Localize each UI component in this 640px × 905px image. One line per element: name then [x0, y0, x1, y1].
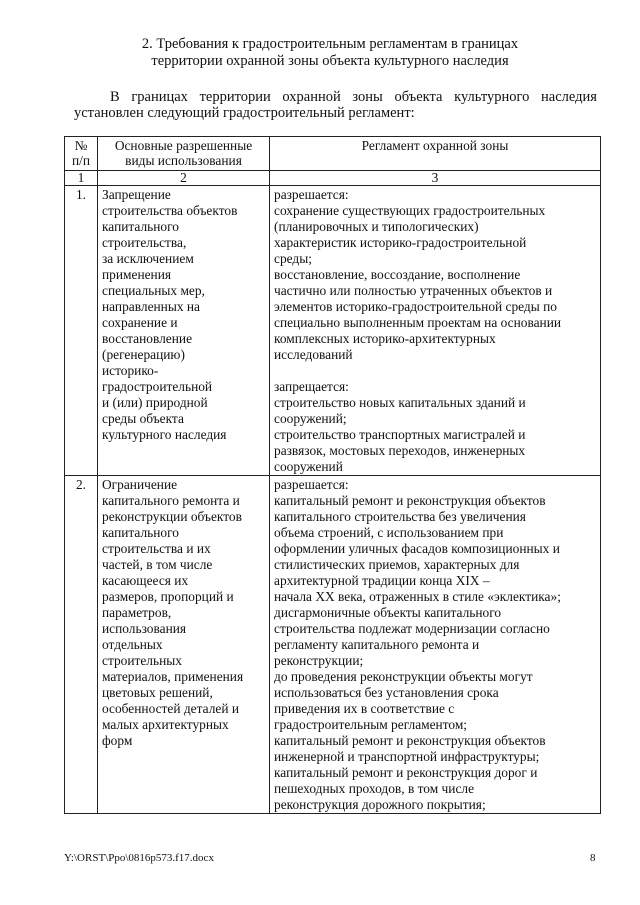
uses-line: применения	[102, 267, 172, 282]
uses-line: касающееся их	[102, 573, 189, 588]
regulation-line: капитального строительства без увеличения	[274, 509, 526, 524]
regulation-line: строительство транспортных магистралей и	[274, 427, 526, 442]
table-row	[65, 186, 601, 476]
uses-line: сохранение и	[102, 315, 178, 330]
regulation-line: архитектурной традиции конца XIX –	[274, 573, 490, 588]
regulation-line: характеристик историко-градостроительной	[274, 235, 527, 250]
regulation-line: разрешается:	[274, 187, 349, 202]
uses-line: (регенерацию)	[102, 347, 185, 362]
regulation-line: до проведения реконструкции объекты могут	[274, 669, 533, 684]
regulation-line: инженерной и транспортной инфраструктуры;	[274, 749, 540, 764]
uses-line: строительных	[102, 653, 182, 668]
intro-word: наследия	[541, 89, 597, 105]
uses-line: специальных мер,	[102, 283, 205, 298]
regulation-line: реконструкция дорожного покрытия;	[274, 797, 486, 812]
regulation-line: запрещается:	[274, 379, 349, 394]
intro-word: территории	[199, 89, 271, 105]
intro-line-2: установлен следующий градостроительный регламент:	[74, 105, 415, 121]
regulation-line: использоваться без установления срока	[274, 685, 499, 700]
header-regulation: Регламент охранной зоны	[270, 137, 601, 171]
heading-line-2: территории охранной зоны объекта культурного наследия	[151, 53, 509, 69]
header-number-line: п/п	[71, 153, 91, 168]
intro-word: границах	[131, 89, 188, 105]
uses-line: отдельных	[102, 637, 163, 652]
regulation-line: начала XX века, отраженных в стиле «эклектика»;	[274, 589, 561, 604]
column-number: 3	[270, 171, 601, 186]
regulation-line: стилистических приемов, характерных для	[274, 557, 520, 572]
uses-line: за исключением	[102, 251, 194, 266]
regulation-line: комплексных историко-архитектурных	[274, 331, 496, 346]
regulation-line: капитальный ремонт и реконструкция дорог и	[274, 765, 538, 780]
uses-line: капитального	[102, 525, 179, 540]
uses-line: Ограничение	[102, 477, 178, 492]
uses-line: среды объекта	[102, 411, 184, 426]
regulation-line: пешеходных проходов, в том числе	[274, 781, 475, 796]
uses-line: культурного наследия	[102, 427, 227, 442]
row-uses-cell	[98, 476, 270, 814]
section-heading	[60, 36, 600, 70]
regulation-line: восстановление, воссоздание, восполнение	[274, 267, 521, 282]
footer-file-path: Y:\ORST\Ppo\0816p573.f17.docx	[64, 852, 214, 864]
regulation-line: разрешается:	[274, 477, 349, 492]
regulation-line: объема строений, с использованием при	[274, 525, 504, 540]
uses-line: капитального ремонта и	[102, 493, 240, 508]
row-number: 2.	[65, 476, 98, 814]
column-number-row	[65, 171, 601, 186]
uses-line: размеров, пропорций и	[102, 589, 234, 604]
header-uses-line: виды использования	[125, 153, 242, 168]
uses-line: градостроительной	[102, 379, 213, 394]
header-uses	[98, 137, 270, 171]
uses-line: цветовых решений,	[102, 685, 213, 700]
intro-word: объекта	[394, 89, 443, 105]
table-row	[65, 476, 601, 814]
footer-page-number: 8	[590, 852, 596, 864]
uses-line: параметров,	[102, 605, 172, 620]
column-number: 1	[65, 171, 98, 186]
row-number: 1.	[65, 186, 98, 476]
regulation-line: сооружений	[274, 459, 343, 474]
regulation-line: градостроительным регламентом;	[274, 717, 468, 732]
uses-line: форм	[102, 733, 133, 748]
regulation-line: сохранение существующих градостроительных	[274, 203, 546, 218]
intro-word: охранной	[282, 89, 341, 105]
uses-line: использования	[102, 621, 187, 636]
header-uses-line: Основные разрешенные	[114, 138, 253, 153]
regulation-line: дисгармоничные объекты капитального	[274, 605, 502, 620]
table-body	[65, 186, 601, 814]
regulation-line: приведения их в соответствие с	[274, 701, 455, 716]
uses-line: особенностей деталей и	[102, 701, 239, 716]
regulation-line: (планировочных и типологических)	[274, 219, 479, 234]
intro-word: В	[110, 89, 120, 105]
row-uses-cell	[98, 186, 270, 476]
uses-line: Запрещение	[102, 187, 171, 202]
uses-line: частей, в том числе	[102, 557, 213, 572]
regulation-line: капитальный ремонт и реконструкция объектов	[274, 493, 546, 508]
uses-line: восстановление	[102, 331, 193, 346]
regulation-line: реконструкции;	[274, 653, 364, 668]
regulation-line: элементов историко-градостроительной среды по	[274, 299, 557, 314]
uses-line: строительства,	[102, 235, 187, 250]
column-number: 2	[98, 171, 270, 186]
intro-word: культурного	[454, 89, 530, 105]
header-number	[65, 137, 98, 171]
regulation-line: развязок, мостовых переходов, инженерных	[274, 443, 526, 458]
uses-line: строительства и их	[102, 541, 211, 556]
row-regulation-cell	[270, 186, 601, 476]
uses-line: направленных на	[102, 299, 200, 314]
regulation-line: строительство новых капитальных зданий и	[274, 395, 526, 410]
regulation-line: исследований	[274, 347, 353, 362]
intro-word: зоны	[352, 89, 383, 105]
regulation-line: сооружений;	[274, 411, 347, 426]
uses-line: и (или) природной	[102, 395, 208, 410]
table-header-row	[65, 137, 601, 171]
regulation-table	[64, 136, 601, 814]
regulation-line: частично или полностью утраченных объектов и	[274, 283, 553, 298]
uses-line: историко-	[102, 363, 159, 378]
heading-line-1: 2. Требования к градостроительным регламентам в границах	[141, 36, 519, 52]
regulation-line: специально выполненным проектам на основании	[274, 315, 562, 330]
header-number-line: №	[74, 138, 88, 153]
uses-line: капитального	[102, 219, 179, 234]
uses-line: материалов, применения	[102, 669, 244, 684]
regulation-line: регламенту капитального ремонта и	[274, 637, 480, 652]
paragraph-gap	[274, 363, 596, 379]
uses-line: малых архитектурных	[102, 717, 229, 732]
regulation-line: оформлении уличных фасадов композиционных и	[274, 541, 560, 556]
intro-paragraph	[74, 89, 597, 121]
uses-line: строительства объектов	[102, 203, 238, 218]
regulation-line: среды;	[274, 251, 312, 266]
regulation-line: капитальный ремонт и реконструкция объектов	[274, 733, 546, 748]
uses-line: реконструкции объектов	[102, 509, 242, 524]
intro-line-1	[74, 89, 597, 105]
regulation-line: строительства подлежат модернизации согласно	[274, 621, 550, 636]
row-regulation-cell	[270, 476, 601, 814]
